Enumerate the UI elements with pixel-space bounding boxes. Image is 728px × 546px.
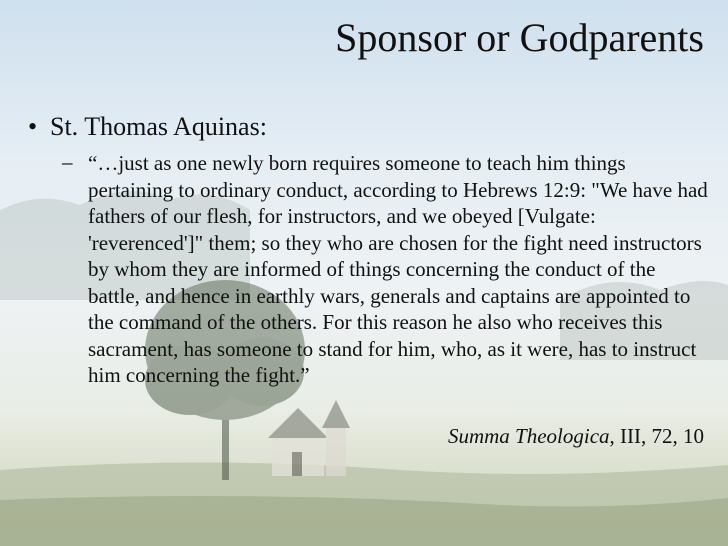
bullet-level1 (28, 112, 267, 142)
citation-work: Summa Theologica (447, 424, 610, 448)
slide-title: Sponsor or Godparents (335, 15, 704, 60)
bullet-dot-icon: • (28, 112, 38, 141)
quote-text: “…just as one newly born requires someone to teach him things pertaining to ordinary conduct, according to Hebrews 12:9: "We have had fathers of our flesh, for instructors, and we obeyed [Vulgate: 'reverenced']" them; so they who are chosen for the fight need instructors by whom they are informed of things concerning the conduct of the battle, and hence in earthly wars, generals and captains are appointed to the command of the others. For this reason he also who receives this sacrament, has someone to stand for him, who, as it were, has to instruct him concerning the fight.” (88, 151, 708, 387)
quote-block (62, 150, 712, 389)
dash-bullet-icon: – (62, 150, 73, 174)
citation (448, 424, 704, 449)
citation-ref: , III, 72, 10 (609, 424, 704, 448)
chapel-illustration (268, 400, 350, 476)
bullet-text: St. Thomas Aquinas: (50, 112, 267, 141)
